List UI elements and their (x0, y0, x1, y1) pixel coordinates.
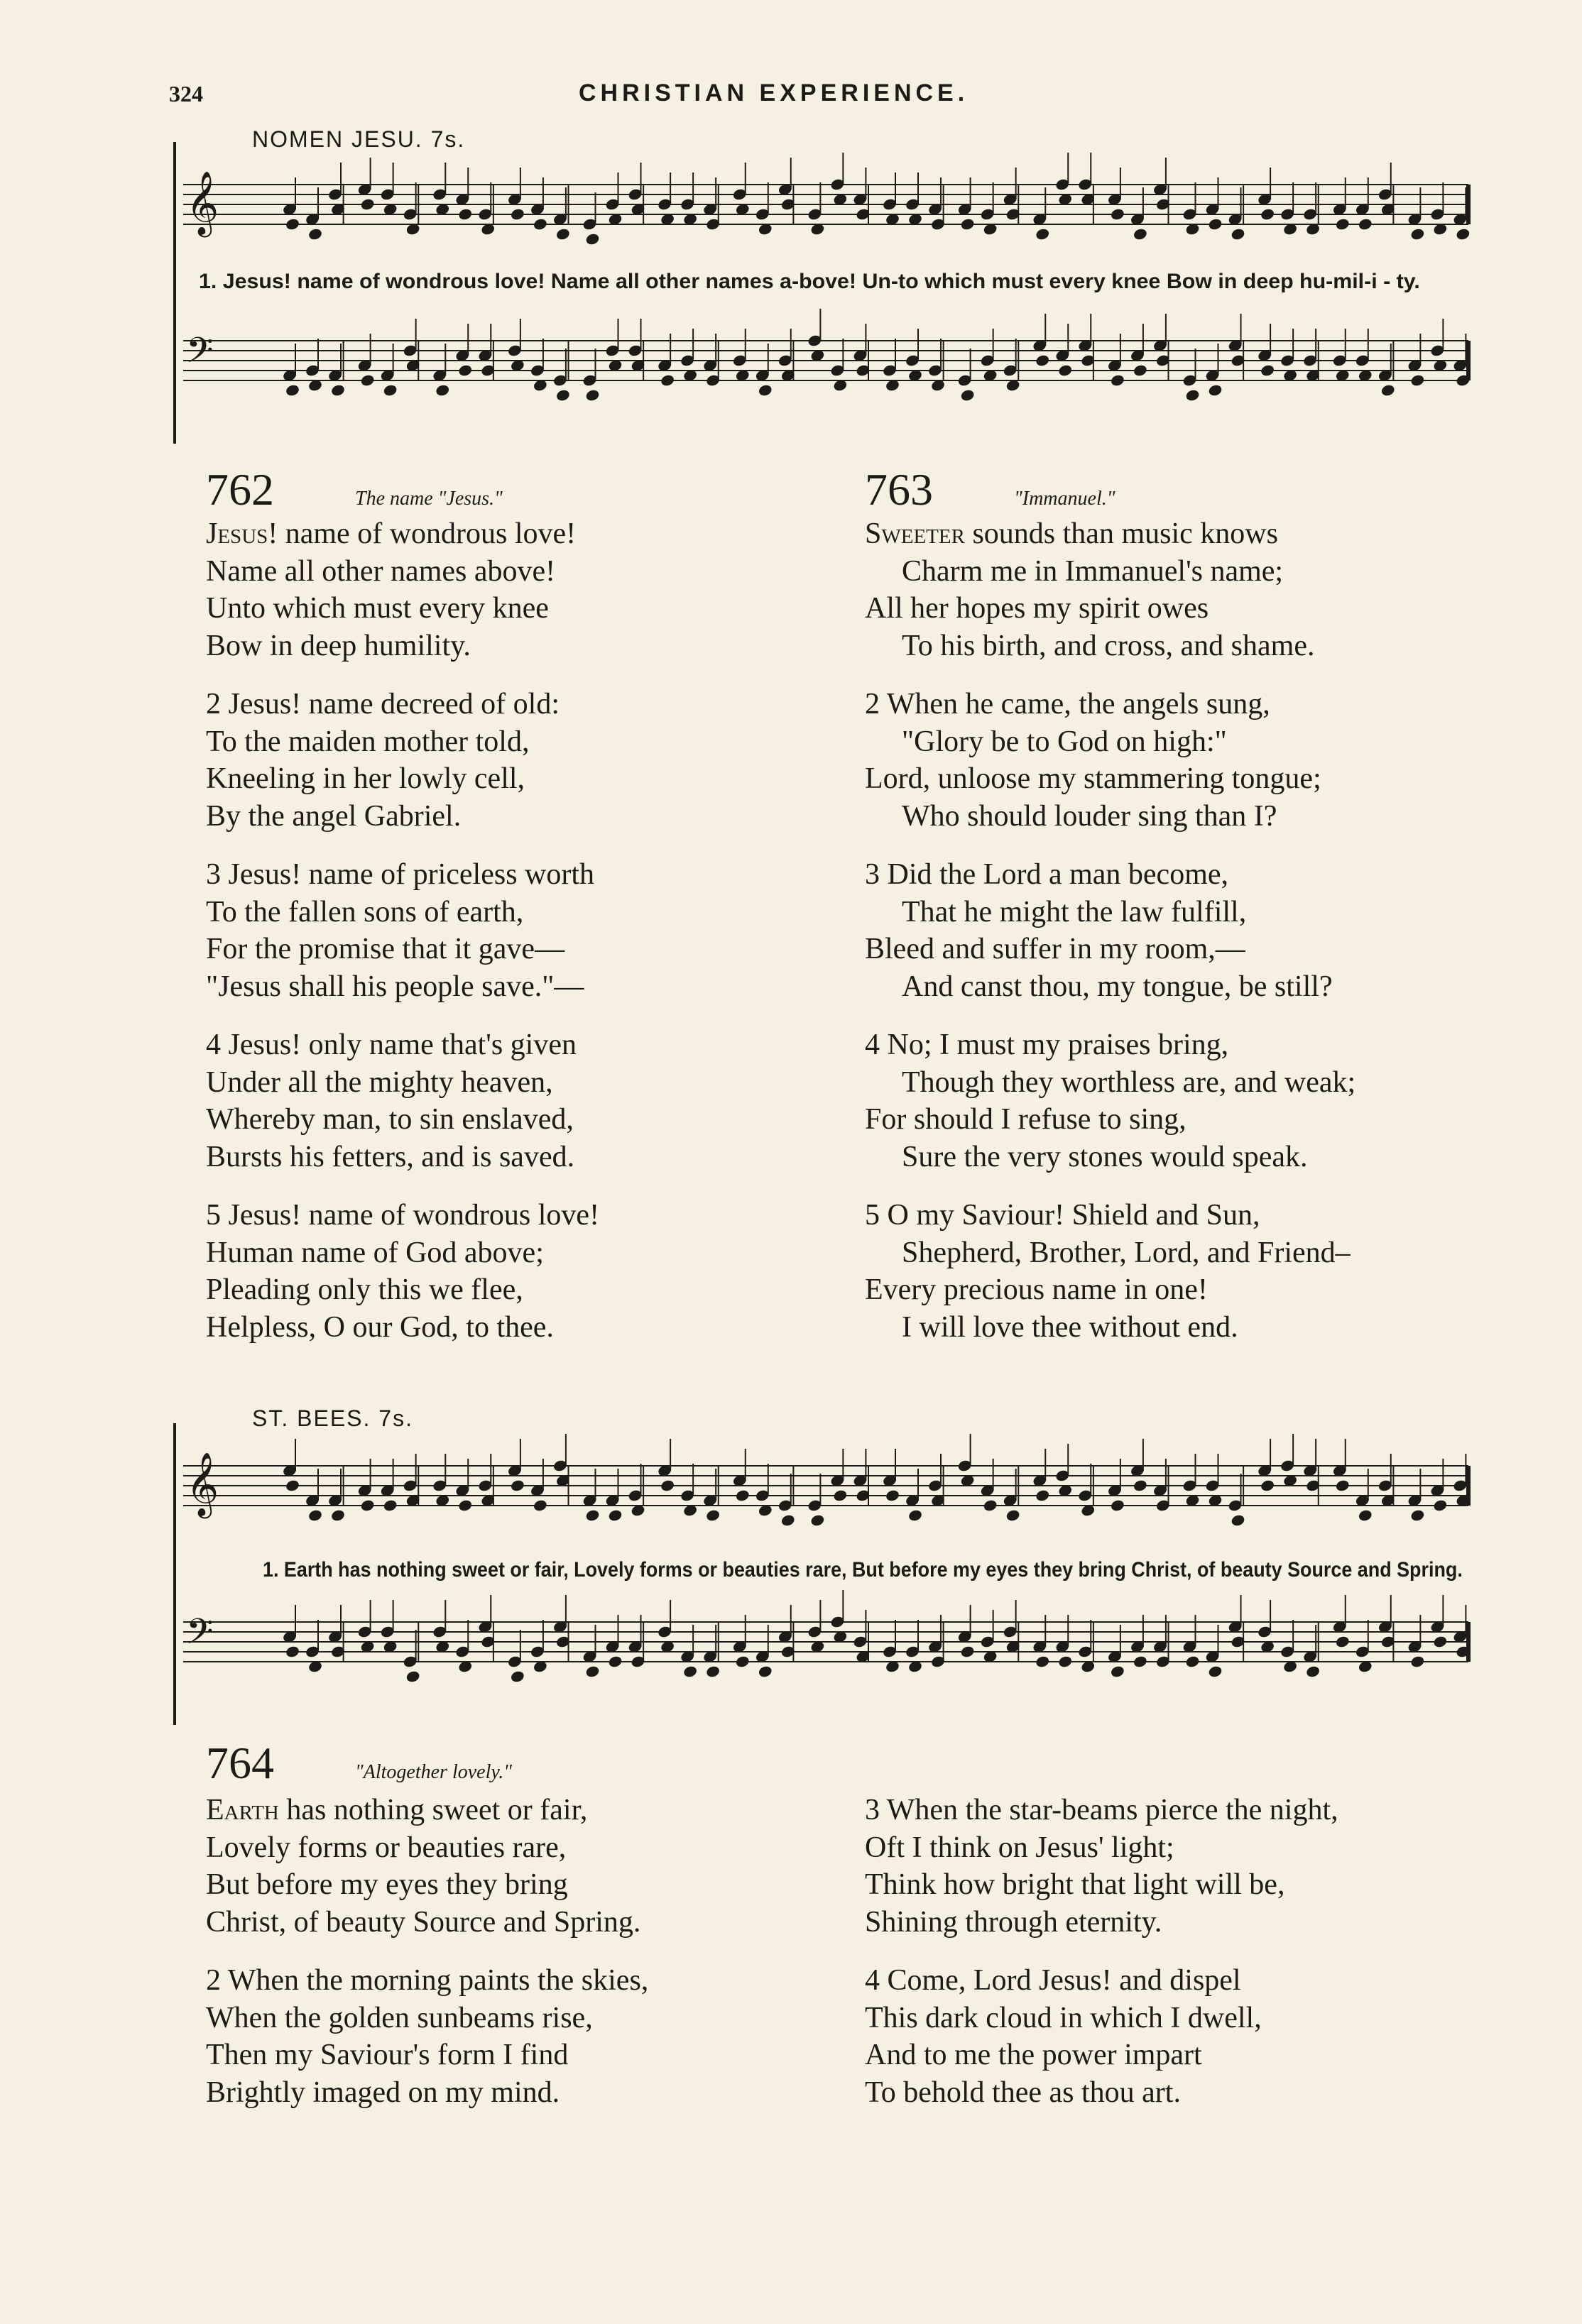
hymn-763-stanza-1 (865, 515, 1314, 664)
note-head (360, 1498, 376, 1512)
note-head (705, 1665, 721, 1678)
hymn-762-stanza-1 (206, 515, 576, 664)
hymn-764-stanza-3 (865, 1792, 1338, 1941)
note-head (1260, 363, 1275, 377)
verse-line: Lord, unloose my stammering tongue; (865, 762, 1321, 795)
verse-line: 3 When the star-beams pierce the night, (865, 1794, 1338, 1826)
bass-clef-icon: 𝄢 (186, 1611, 214, 1661)
note-head (1260, 1479, 1275, 1492)
hymn-763-stanza-3 (865, 856, 1333, 1005)
note-head (555, 227, 571, 241)
tune-underlay-nomen-jesu: 1. Jesus! name of wondrous love! Name all other names a-bove! Un-to which must every knee Bow in deep hu-mil-i - ty. (199, 270, 1420, 293)
note-head (1208, 1665, 1223, 1678)
verse-line: By the angel Gabriel. (206, 799, 462, 833)
verse-line: To the maiden mother told, (206, 725, 530, 758)
treble-clef-icon: 𝄞 (186, 1452, 219, 1516)
verse-line: 4 Jesus! only name that's given (206, 1029, 577, 1061)
note-head (555, 388, 571, 402)
verse-line: Charm me in Immanuel's name; (902, 554, 1284, 588)
note-head (1380, 383, 1396, 397)
hymn-title: "Altogether lovely." (355, 1761, 513, 1783)
hymn-763-stanza-5 (865, 1197, 1351, 1346)
note-head (285, 1479, 300, 1492)
note-head (1035, 227, 1050, 241)
note-head (735, 1655, 751, 1668)
note-head (360, 197, 376, 211)
note-head (1410, 1655, 1426, 1668)
note-head (810, 1513, 826, 1527)
verse-line: Jesus! name of wondrous love! (206, 517, 577, 550)
hymn-762-stanza-5 (206, 1197, 599, 1346)
verse-line: All her hopes my spirit owes (865, 592, 1209, 625)
verse-line: "Glory be to God on high:" (902, 725, 1227, 758)
note-head (1035, 1489, 1050, 1502)
page-header-title: CHRISTIAN EXPERIENCE. (579, 80, 969, 106)
hymn-764-stanza-4 (865, 1962, 1262, 2111)
verse-line: Under all the mighty heaven, (206, 1065, 553, 1099)
verse-line: Then my Saviour's form I find (206, 2039, 569, 2071)
verse-line: For should I refuse to sing, (865, 1103, 1186, 1136)
note-head (585, 232, 601, 246)
note-head (1057, 1655, 1073, 1668)
verse-line: Sure the very stones would speak. (902, 1140, 1308, 1173)
note-head (1305, 1665, 1321, 1678)
verse-line: Who should louder sing than I? (902, 799, 1277, 833)
note-head (435, 383, 450, 397)
verse-line: For the promise that it gave— (206, 933, 565, 965)
note-head (585, 1508, 601, 1522)
note-head (907, 1508, 923, 1522)
note-head (1410, 373, 1426, 387)
verse-line: 3 Did the Lord a man become, (865, 858, 1228, 891)
note-head (682, 1665, 698, 1678)
note-head (758, 383, 773, 397)
hymn-762-stanza-4 (206, 1026, 577, 1175)
hymn-764-header (206, 1738, 513, 1788)
note-head (660, 373, 675, 387)
verse-line: 3 Jesus! name of priceless worth (206, 858, 595, 891)
note-head (383, 383, 398, 397)
verse-line: 4 Come, Lord Jesus! and dispel (865, 1964, 1241, 1997)
note-head (608, 1508, 623, 1522)
note-head (1208, 217, 1223, 231)
verse-line: Bow in deep humility. (206, 629, 471, 662)
note-head (383, 1498, 398, 1512)
note-head (660, 1479, 675, 1492)
note-head (585, 1665, 601, 1678)
note-head (330, 383, 346, 397)
hymn-number: 764 (206, 1738, 274, 1788)
verse-line: "Jesus shall his people save."— (206, 970, 584, 1003)
verse-line: And canst thou, my tongue, be still? (902, 970, 1333, 1003)
note-head (1231, 1513, 1246, 1527)
note-head (510, 207, 525, 221)
treble-clef-icon: 𝄞 (186, 171, 219, 235)
verse-line: And to me the power impart (865, 2039, 1202, 2071)
note-head (1110, 373, 1125, 387)
hymn-title: The name "Jesus." (355, 488, 503, 510)
verse-line: To the fallen sons of earth, (206, 895, 524, 928)
note-head (1005, 1508, 1021, 1522)
note-head (1110, 1498, 1125, 1512)
note-head (1335, 1479, 1351, 1492)
verse-line: Bleed and suffer in my room,— (865, 933, 1245, 965)
hymn-762-stanza-3 (206, 856, 594, 1005)
note-head (1260, 207, 1275, 221)
note-head (533, 217, 548, 231)
note-head (705, 1508, 721, 1522)
note-head (330, 1508, 346, 1522)
verse-line: Unto which must every knee (206, 592, 549, 625)
note-head (1110, 1665, 1125, 1678)
note-head (1358, 1508, 1373, 1522)
verse-line: Shepherd, Brother, Lord, and Friend– (902, 1236, 1351, 1269)
note-head (307, 227, 323, 241)
verse-line: Human name of God above; (206, 1236, 544, 1269)
note-head (457, 1498, 473, 1512)
verse-line: 2 Jesus! name decreed of old: (206, 688, 560, 720)
hymn-762-stanza-2 (206, 686, 560, 835)
note-head (608, 1655, 623, 1668)
note-head (360, 373, 376, 387)
note-head (285, 1645, 300, 1658)
note-head (533, 1498, 548, 1512)
note-head (758, 1665, 773, 1678)
page-number: 324 (169, 81, 203, 106)
note-head (1335, 217, 1351, 231)
verse-line: Helpless, O our God, to thee. (206, 1310, 554, 1344)
verse-line: Sweeter sounds than music knows (865, 517, 1278, 550)
verse-line: To behold thee as thou art. (865, 2076, 1181, 2109)
note-head (1410, 1508, 1426, 1522)
tune-name-st-bees: ST. BEES. 7s. (252, 1405, 413, 1431)
verse-line: Kneeling in her lowly cell, (206, 762, 525, 795)
hymn-title: "Immanuel." (1014, 488, 1115, 510)
verse-line: Pleading only this we flee, (206, 1273, 523, 1306)
verse-line: Think how bright that light will be, (865, 1868, 1285, 1901)
note-head (510, 1670, 525, 1683)
music-score-nomen-jesu (169, 142, 1483, 454)
verse-line: This dark cloud in which I dwell, (865, 2001, 1262, 2034)
note-head (735, 1489, 751, 1502)
note-head (780, 1513, 796, 1527)
note-head (1110, 207, 1125, 221)
hymn-763-stanza-2 (865, 686, 1321, 835)
note-head (1133, 1479, 1148, 1492)
hymn-764-stanza-2 (206, 1962, 648, 2111)
verse-line: Every precious name in one! (865, 1273, 1208, 1306)
note-head (1335, 1635, 1351, 1648)
verse-line: 5 O my Saviour! Shield and Sun, (865, 1199, 1260, 1232)
tune-name-nomen-jesu: NOMEN JESU. 7s. (252, 126, 466, 152)
verse-line: 5 Jesus! name of wondrous love! (206, 1199, 600, 1232)
verse-line: I will love thee without end. (902, 1310, 1238, 1344)
note-head (1133, 227, 1148, 241)
note-head (285, 217, 300, 231)
note-head (885, 1489, 900, 1502)
verse-line: Oft I think on Jesus' light; (865, 1831, 1174, 1864)
hymn-number: 762 (206, 464, 274, 515)
note-head (960, 1645, 976, 1658)
note-head (1456, 227, 1471, 241)
verse-line: Lovely forms or beauties rare, (206, 1831, 567, 1864)
verse-line: To his birth, and cross, and shame. (902, 629, 1315, 662)
verse-line: 2 When the morning paints the skies, (206, 1964, 649, 1997)
note-head (1035, 1655, 1050, 1668)
note-head (960, 388, 976, 402)
verse-line: Brightly imaged on my mind. (206, 2076, 560, 2109)
verse-line: Though they worthless are, and weak; (902, 1065, 1356, 1099)
note-head (1185, 1655, 1201, 1668)
note-head (1208, 383, 1223, 397)
tune-underlay-st-bees: 1. Earth has nothing sweet or fair, Lovely forms or beauties rare, But before my eyes they bring Christ, of beauty Source and Spring. (263, 1558, 1463, 1582)
verse-line: 4 No; I must my praises bring, (865, 1029, 1229, 1061)
note-head (1358, 217, 1373, 231)
verse-line: Whereby man, to sin enslaved, (206, 1103, 574, 1136)
note-head (1057, 363, 1073, 377)
verse-line: Shining through eternity. (865, 1905, 1162, 1939)
verse-line: Christ, of beauty Source and Spring. (206, 1905, 641, 1939)
note-head (510, 1479, 525, 1492)
note-head (405, 1670, 421, 1683)
verse-line: Earth has nothing sweet or fair, (206, 1794, 588, 1826)
note-head (1133, 1655, 1148, 1668)
verse-line: Name all other names above! (206, 554, 556, 588)
hymn-number: 763 (865, 464, 933, 515)
verse-line: 2 When he came, the angels sung, (865, 688, 1270, 720)
note-head (1231, 227, 1246, 241)
note-head (833, 1489, 849, 1502)
note-head (307, 1508, 323, 1522)
note-head (585, 388, 601, 402)
verse-line: But before my eyes they bring (206, 1868, 568, 1901)
hymn-762-header (206, 464, 503, 515)
note-head (457, 363, 473, 377)
hymn-763-header (865, 464, 1115, 515)
hymn-763-stanza-4 (865, 1026, 1355, 1175)
hymn-764-stanza-1 (206, 1792, 640, 1941)
verse-line: When the golden sunbeams rise, (206, 2001, 593, 2034)
verse-line: That he might the law fulfill, (902, 895, 1247, 928)
note-head (1185, 388, 1201, 402)
note-head (285, 383, 300, 397)
note-head (1410, 227, 1426, 241)
note-head (1433, 1635, 1449, 1648)
note-head (457, 207, 473, 221)
note-head (1433, 1498, 1449, 1512)
bass-clef-icon: 𝄢 (186, 330, 214, 380)
note-head (1133, 363, 1148, 377)
verse-line: Bursts his fetters, and is saved. (206, 1140, 575, 1173)
note-head (960, 217, 976, 231)
note-head (983, 1498, 998, 1512)
note-head (1035, 353, 1050, 367)
